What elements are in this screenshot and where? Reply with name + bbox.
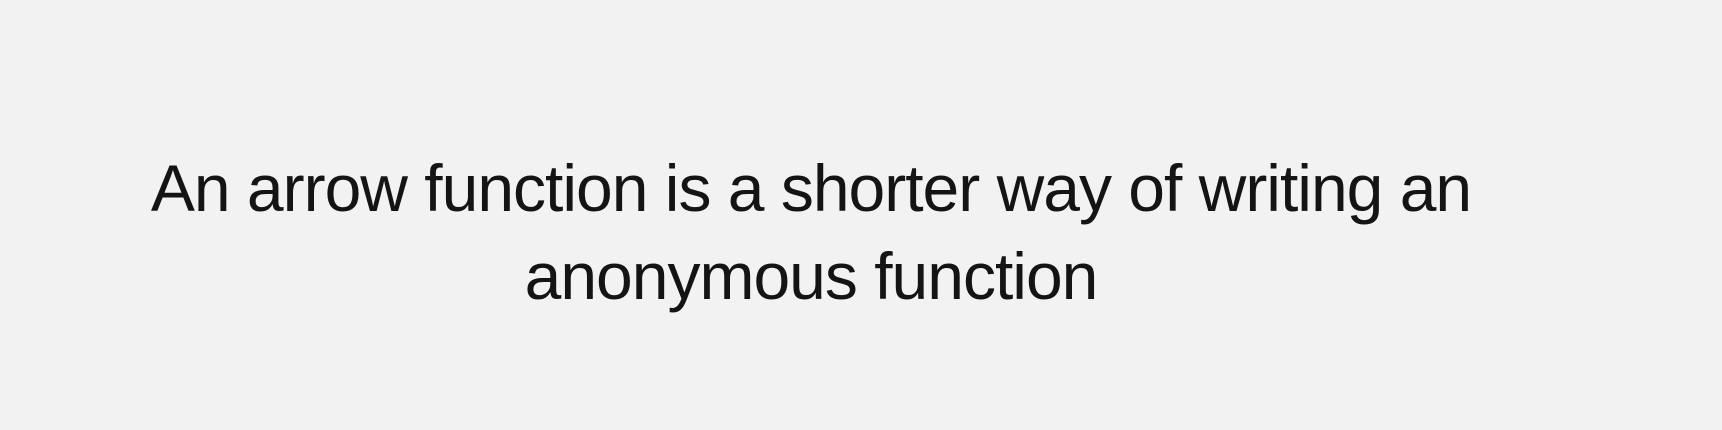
slide-caption xyxy=(0,144,1622,320)
caption-line-2: anonymous function xyxy=(524,239,1098,313)
caption-line-1: An arrow function is a shorter way of writing an xyxy=(150,151,1472,225)
